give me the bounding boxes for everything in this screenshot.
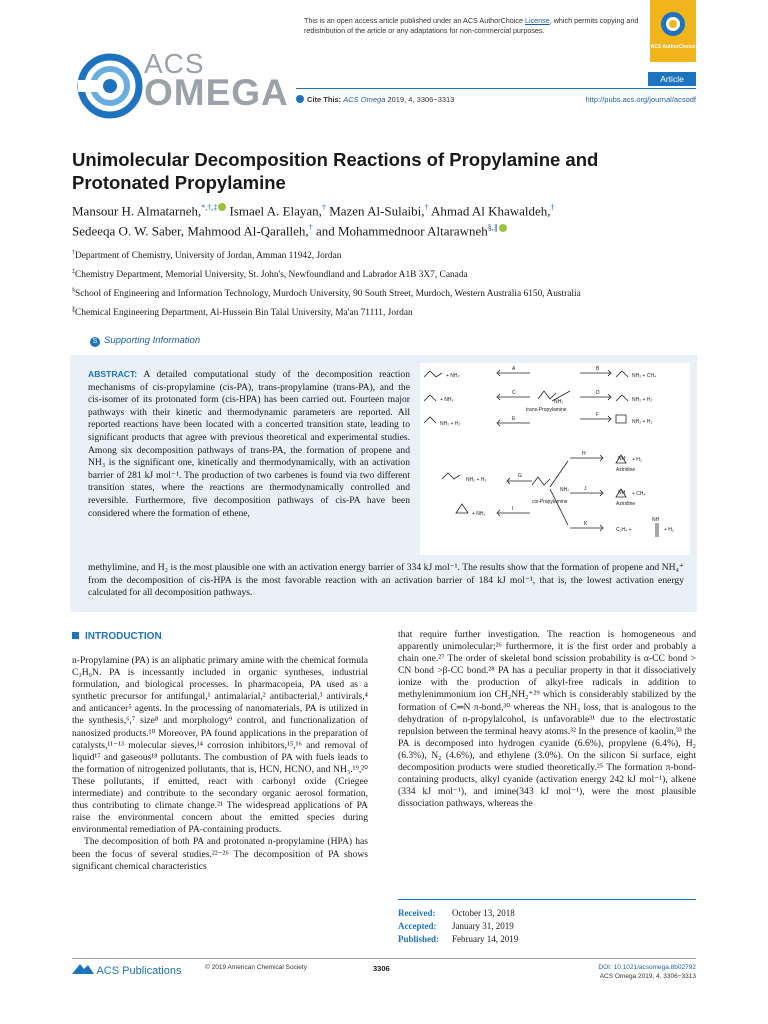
toc-nh-label: NH — [618, 456, 626, 462]
page-number: 3306 — [373, 964, 390, 973]
intro-paragraph-3: that require further investigation. The reaction is homogeneous and apparently unimolecular;²⁶ furthermore, it is the first order and probably a chain one.²⁷ The order of skeletal bond scission probability is α-CC bond > CN bond >β-CC bond.²⁸ PA has a peculiar property in that it dissociatively ionize with the production of alkyl-free radicals in addition to methylenimmonium ion CH₂NH₂⁺²⁹ which is considerably stabilized by the formation of C═N π-bond,³⁰ whereas the NH₃ loss, that is analogous to the dehydration of n-propylalcohol, is unfavorable³¹ due to the electrostatic repulsion between the terminal heavy atoms.³² In the presence of kaolin,³³ the PA is decomposed into hydrogen cyanide (6.6%), propylene (6.4%), H₂ (6.3%), N₂ (4.6%), and ethylene (3.0%). On the silicon Si surface, eight decomposition products were studied theoretically.²⁵ The formation π-bond-containing products, alkyl cyanide (activation energy 242 kJ mol⁻¹), alkene (334 kJ mol⁻¹), and imine(343 kJ mol⁻¹), were the most plausible dissociation pathways, whereas the — [398, 629, 696, 810]
authorchoice-badge — [650, 0, 696, 62]
toc-pathway-letter: F — [596, 412, 600, 418]
date-value: October 13, 2018 — [452, 908, 515, 918]
date-row — [398, 907, 518, 920]
intro-paragraph-2: The decomposition of both PA and protonated n-propylamine (HPA) has been the focus of several studies.²²⁻²⁶ The decomposition of PA shows significant chemical characteristics — [72, 836, 368, 872]
acs-publications-logo — [72, 962, 181, 977]
journal-reference: ACS Omega 2019, 4, 3306−3313 — [599, 972, 696, 980]
toc-compound-name: Aziridine — [616, 501, 636, 507]
badge-label: ACS AuthorChoice — [650, 44, 696, 50]
toc-pathway-letter: K — [584, 521, 588, 527]
toc-molecule-label: cis-Propylamine — [532, 499, 568, 505]
oa-notice-text: This is an open access article published under an ACS AuthorChoice — [304, 16, 523, 25]
toc-product-label: + CH₄ — [632, 491, 646, 497]
toc-pathway-letter: J — [584, 486, 587, 492]
author-name[interactable]: Ismael A. Elayan, — [226, 203, 322, 219]
logo-omega-text: OMEGA — [144, 72, 289, 113]
affiliation-text: School of Engineering and Information Technology, Murdoch University, 90 South Street, Murdoch, Western Australia 6150, Australia — [75, 289, 581, 300]
date-label: Accepted: — [398, 921, 437, 932]
toc-product-label: + H₂ — [632, 457, 642, 463]
introduction-heading-text: INTRODUCTION — [85, 631, 162, 642]
doi-link[interactable]: DOI: 10.1021/acsomega.8b02792 — [598, 964, 696, 971]
supporting-information-link[interactable] — [90, 335, 200, 347]
toc-pathway-letter: A — [512, 366, 516, 372]
section-marker-icon — [72, 632, 79, 639]
abstract-body: A detailed computational study of the decomposition reaction mechanisms of cis-propylamine (cis-PA), trans-propylamine (trans-PA), and the cis-isomer of its protonated form (cis-HPA) has been carried out. Fourteen major pathways with their kinetic and thermodynamic parameters are reported. All reported reactions have been located with a concerted transition state, leading to significant products that agree with previous theoretical and experimental studies. Among six decomposition pathways of trans-PA, the formation of propene and NH₃ is the significant one, kinetically and thermodynamically, with an activation barrier of 281 kJ mol⁻¹. The production of two carbenes is found via two different transition states, where the reactions are thermodynamically controlled and reversible. Furthermore, five decomposition pathways of cis-PA have been considered where the formation of ethene, — [88, 369, 410, 519]
affiliation-mark: † — [72, 250, 75, 256]
author-name[interactable]: Mazen Al-Sulaibi, — [325, 203, 425, 219]
author-affiliation-mark: † — [550, 203, 555, 212]
author-affiliation-mark: † — [424, 203, 429, 212]
header-rule — [296, 88, 696, 89]
omega-logo-icon — [76, 50, 146, 120]
footer-rule — [72, 958, 696, 959]
intro-right-column — [398, 629, 696, 810]
cite-volume: 2019, 4, 3306−3313 — [385, 95, 455, 104]
affiliation-text: Department of Chemistry, University of Jordan, Amman 11942, Jordan — [75, 251, 342, 262]
toc-pathway-letter: I — [512, 506, 514, 512]
toc-product-label: NH₂ + H₂ — [632, 397, 653, 403]
publisher-name: ACS Publications — [96, 965, 182, 977]
introduction-heading — [72, 631, 162, 642]
copyright: © 2019 American Chemical Society — [205, 964, 307, 971]
toc-product-label: + NH₃ — [440, 397, 454, 403]
toc-pathway-letter: D — [596, 390, 600, 396]
reaction-scheme-diagram — [420, 363, 690, 555]
author-affiliation-mark: §,∥ — [487, 223, 498, 233]
toc-product-label: + NH₃ — [472, 511, 486, 517]
author-affiliation-mark: *,†,‡ — [201, 203, 218, 212]
doi-block — [598, 964, 696, 981]
author-affiliation-mark: † — [321, 203, 326, 212]
cite-icon — [296, 95, 304, 103]
date-row — [398, 920, 518, 933]
article-title: Unimolecular Decomposition Reactions of Propylamine and Protonated Propylamine — [72, 149, 599, 193]
journal-url-link[interactable]: http://pubs.acs.org/journal/acsodf — [585, 95, 696, 104]
affiliation — [72, 285, 696, 301]
acs-publications-icon — [72, 962, 94, 976]
toc-product-label: NH₂ + H₂ — [632, 419, 653, 425]
affiliation — [72, 266, 696, 282]
toc-product-label: NH₂ + CH₄ — [632, 373, 657, 379]
toc-pathway-letter: G — [518, 473, 522, 479]
toc-graphic — [420, 363, 690, 555]
affiliations — [72, 247, 696, 324]
author-list — [72, 199, 696, 240]
toc-pathway-letter: B — [596, 366, 600, 372]
date-value: February 14, 2019 — [452, 934, 519, 945]
toc-compound-name: Aziridine — [616, 467, 636, 473]
affiliation-mark: ‡ — [72, 269, 75, 276]
open-access-icon — [661, 12, 685, 36]
cite-this[interactable] — [296, 95, 454, 104]
author-name[interactable]: Mansour H. Almatarneh, — [72, 203, 202, 219]
date-label: Published: — [398, 934, 440, 945]
article-type-label: Article — [648, 72, 696, 86]
affiliation-text: Chemical Engineering Department, Al-Hussein Bin Talal University, Ma'an 71111, Jordan — [75, 308, 413, 319]
toc-product-label: + NH₃ — [446, 373, 460, 379]
toc-product-label: + H₂ — [664, 527, 674, 533]
supporting-info-icon: S — [90, 337, 100, 347]
cite-label: Cite This: — [307, 95, 342, 104]
author-name[interactable]: Sedeeqa O. W. Saber, Mahmood Al-Qaralleh, — [72, 223, 309, 239]
toc-product-label: C₂H₄ + — [616, 527, 632, 533]
author-affiliation-mark: † — [308, 223, 313, 233]
toc-pathway-letter: H — [582, 451, 586, 457]
orcid-icon[interactable] — [499, 224, 507, 232]
toc-product-label: NH₂ + H₂ — [466, 477, 487, 483]
acs-omega-logo — [76, 50, 296, 120]
author-name[interactable]: and Mohammednoor Altarawneh — [312, 223, 488, 239]
toc-nh-label: NH — [618, 490, 626, 496]
toc-nh-label: NH — [652, 517, 660, 523]
affiliation-mark: § — [72, 288, 75, 295]
abstract-text-continued: methylimine, and H₂ is the most plausible one with an activation energy barrier of 334 kJ mol⁻¹. The results show that the formation of propene and NH₄⁺ from the decomposition of cis-HPA is the most favorable reaction with an activation barrier of 184 kJ mol⁻¹, that is, the lowest activation energy calculated for all decomposition pathways. — [88, 562, 684, 599]
intro-paragraph-1: n-Propylamine (PA) is an aliphatic primary amine with the chemical formula C₃H₉N. PA is incessantly included in organic syntheses, industrial formulation, and biological processes. In pharmacopeia, PA used as a synthetic precursor for antifungal,¹ antimalarial,² antibacterial,³ antivirals,⁴ and anticancer⁵ agents. In the processing of nanomaterials, PA is utilized in the synthesis,⁶,⁷ size⁸ and morphology⁹ control, and functionalization of nanosized products.¹⁰ Moreover, PA found applications in the preparation of catalysts,¹¹⁻¹³ molecular sieves,¹⁴ corrosion inhibitors,¹⁵,¹⁶ and removal of liquid¹⁷ and gaseous¹⁸ pollutants. The combustion of PA with fuels leads to the formation of nitrogenized pollutants, that is, HCN, HCNO, and NH₃.¹⁹,²⁰ These pollutants, if emitted, react with carbonyl oxide (Criegee intermediate) and contribute to the secondary organic aerosol formation, thus contributing to climate change.²¹ The widespread applications of PA raise the environmental concern about the emitted species during environmental remediation of PA-containing products. — [72, 655, 368, 836]
toc-molecule-label: NH₂ — [554, 399, 564, 405]
intro-left-column — [72, 655, 368, 873]
toc-molecule-label: trans-Propylamine — [526, 407, 567, 413]
date-label: Received: — [398, 908, 436, 918]
dates-rule — [398, 899, 696, 900]
open-access-notice — [304, 16, 644, 36]
history-dates — [398, 907, 518, 947]
author-name[interactable]: Ahmad Al Khawaldeh, — [428, 203, 551, 219]
cite-journal: ACS Omega — [343, 95, 386, 104]
abstract-text — [88, 368, 410, 520]
toc-pathway-letter: E — [512, 416, 516, 422]
supporting-info-label: Supporting Information — [104, 335, 201, 346]
affiliation-text: Chemistry Department, Memorial University, St. John's, Newfoundland and Labrador A1B 3X7, Canada — [75, 270, 468, 281]
date-row — [398, 933, 518, 946]
toc-product-label: NH₂ + H₂ — [440, 421, 461, 427]
affiliation-mark: ∥ — [72, 307, 75, 314]
oa-notice-text-2: , which permits copying and redistribution of the article or any adaptations for non-commercial purposes. — [304, 16, 639, 35]
date-value: January 31, 2019 — [452, 921, 514, 932]
toc-pathway-letter: C — [512, 390, 516, 396]
logo-acs-text: ACS — [144, 48, 205, 79]
affiliation — [72, 247, 696, 263]
affiliation — [72, 304, 696, 320]
toc-molecule-label: NH₂ — [560, 487, 570, 493]
abstract-label: ABSTRACT: — [88, 369, 138, 379]
license-link[interactable]: License — [524, 16, 550, 25]
